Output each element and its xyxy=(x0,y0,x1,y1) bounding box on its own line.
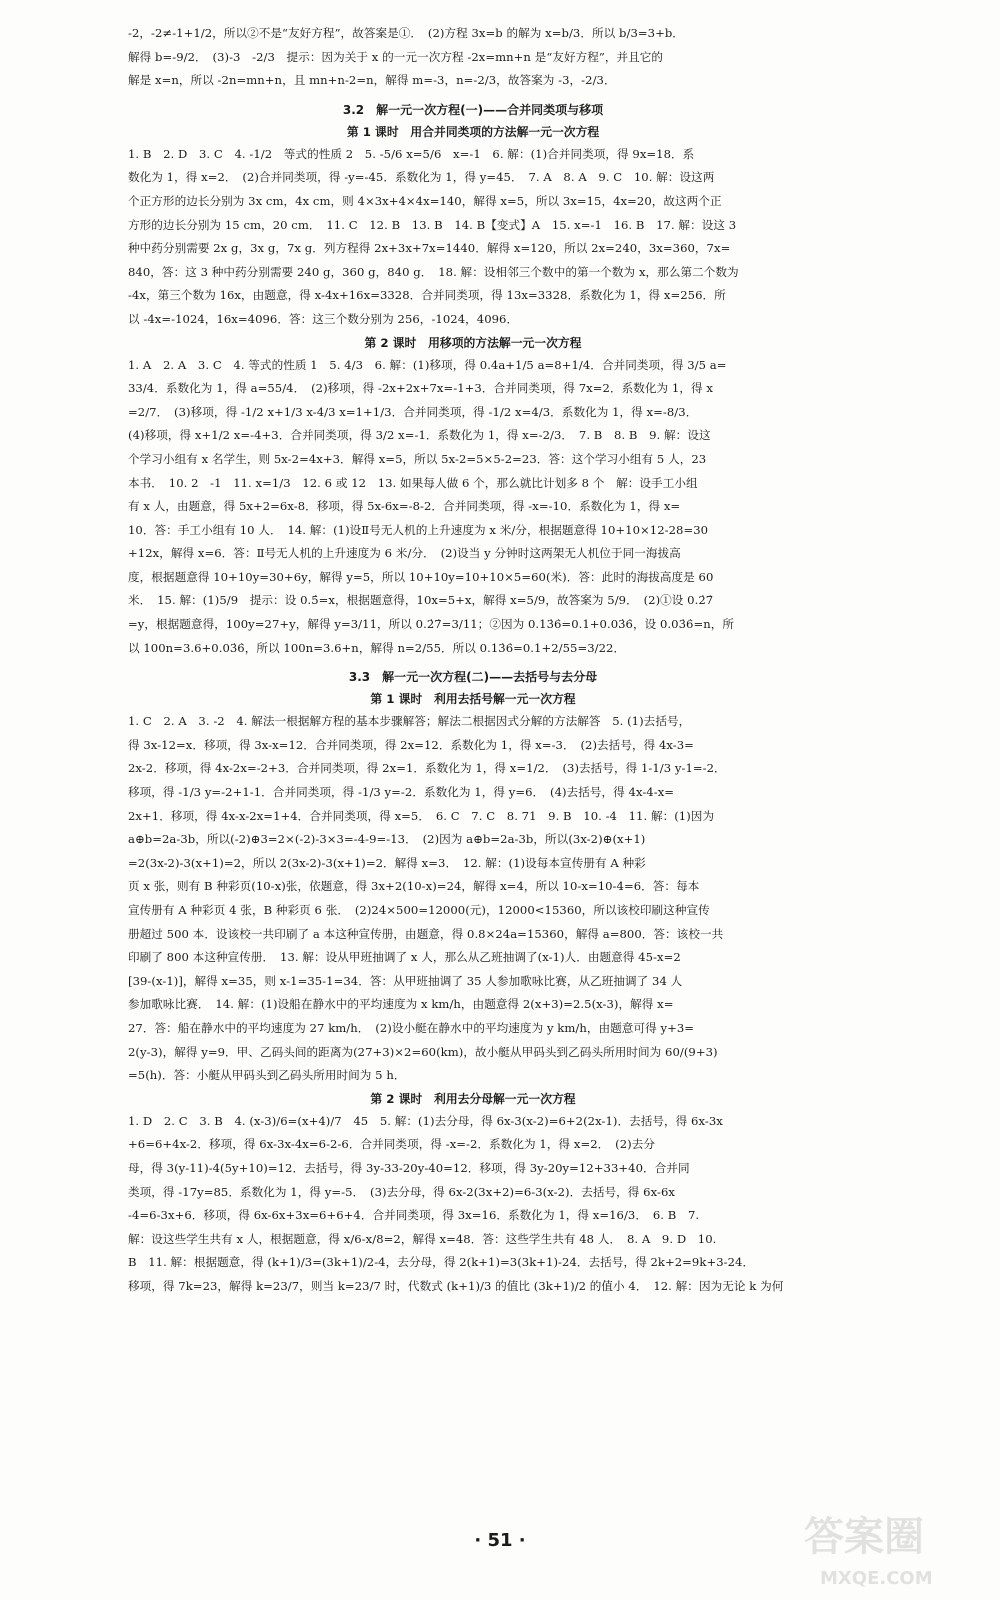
text-line: a⊕b=2a-3b，所以(-2)⊕3=2×(-2)-3×3=-4-9=-13． (2)因为 a⊕b=2a-3b，所以(3x-2)⊕(x+1) xyxy=(128,832,646,847)
text-line: 方形的边长分别为 15 cm，20 cm． 11. C 12. B 13. B 14. B【变式】A 15. x=-1 16. B 17. 解：设这 3 xyxy=(128,217,737,232)
lesson-heading: 第 1 课时 利用去括号解一元一次方程 xyxy=(370,692,576,707)
text-line: =2/7． (3)移项，得 -1/2 x+1/3 x-4/3 x=1+1/3．合并同类项，得 -1/2 x=4/3．系数化为 1，得 x=-8/3． xyxy=(128,404,698,419)
text-line: 个学习小组有 x 名学生，则 5x-2=4x+3．解得 x=5，所以 5x-2=5×5-2=23．答：这个学习小组有 5 人，23 xyxy=(128,451,707,466)
text-line: 母，得 3(y-11)-4(5y+10)=12．去括号，得 3y-33-20y-40=12．移项，得 3y-20y=12+33+40．合并同 xyxy=(128,1160,690,1175)
text-line: 页 x 张，则有 B 种彩页(10-x)张，依题意，得 3x+2(10-x)=24，解得 x=4，所以 10-x=10-4=6．答：每本 xyxy=(128,879,700,894)
text-line: B 11. 解：根据题意，得 (k+1)/3=(3k+1)/2-4，去分母，得 2(k+1)=3(3k+1)-24．去括号，得 2k+2=9k+3-24． xyxy=(128,1255,755,1270)
text-line: -4x，第三个数为 16x，由题意，得 x-4x+16x=3328．合并同类项，得 13x=3328．系数化为 1，得 x=256．所 xyxy=(128,288,726,303)
text-line: 2(y-3)，解得 y=9．甲、乙码头间的距离为(27+3)×2=60(km)，故小艇从甲码头到乙码头所用时间为 60/(9+3) xyxy=(128,1044,718,1059)
lesson-heading: 第 2 课时 用移项的方法解一元一次方程 xyxy=(364,335,582,350)
text-line: 33/4．系数化为 1，得 a=55/4． (2)移项，得 -2x+2x+7x=-1+3．合并同类项，得 7x=2．系数化为 1，得 x xyxy=(128,381,713,396)
text-line: 以 100n=3.6+0.03̇6̇，所以 100n=3.6+n，解得 n=2/55．所以 0.13̇6̇=0.1+2/55=3/22． xyxy=(128,640,626,655)
text-line: =y，根据题意得，100y=27+y，解得 y=3/11，所以 0.2̇7̇=3/11；②因为 0.13̇6̇=0.1+0.03̇6̇，设 0.03̇6̇=n，所 xyxy=(128,617,735,632)
text-line: 1. A 2. A 3. C 4. 等式的性质 1 5. 4/3 6. 解：(1)移项，得 0.4a+1/5 a=8+1/4．合并同类项，得 3/5 a= xyxy=(128,357,727,372)
page-number: · 51 · xyxy=(474,1530,526,1551)
text-line: 移项，得 7k=23，解得 k=23/7，则当 k=23/7 时，代数式 (k+1)/3 的值比 (3k+1)/2 的值小 4． 12. 解：因为无论 k 为何 xyxy=(128,1278,784,1293)
text-line: 有 x 人，由题意，得 5x+2=6x-8．移项，得 5x-6x=-8-2．合并同类项，得 -x=-10．系数化为 1，得 x= xyxy=(128,499,681,514)
text-line: 册超过 500 本．设该校一共印刷了 a 本这种宣传册，由题意，得 0.8×24a=15360，解得 a=800．答：该校一共 xyxy=(128,926,724,941)
text-line: 类项，得 -17y=85．系数化为 1，得 y=-5． (3)去分母，得 6x-2(3x+2)=6-3(x-2)．去括号，得 6x-6x xyxy=(128,1184,675,1199)
section-heading: 3.3 解一元一次方程(二)——去括号与去分母 xyxy=(348,670,598,685)
text-line: +12x，解得 x=6．答：Ⅱ号无人机的上升速度为 6 米/分． (2)设当 y 分钟时这两架无人机位于同一海拔高 xyxy=(128,546,681,561)
text-line: 27．答：船在静水中的平均速度为 27 km/h． (2)设小艇在静水中的平均速度为 y km/h，由题意可得 y+3= xyxy=(128,1020,695,1035)
watermark-url: MXQE.COM xyxy=(820,1568,933,1589)
text-line: 解得 b=-9/2． (3)-3 -2/3 提示：因为关于 x 的一元一次方程 -2x=mn+n 是“友好方程”，并且它的 xyxy=(128,49,664,64)
text-line: 1. B 2. D 3. C 4. -1/2 等式的性质 2 5. -5/6 x=5/6 x=-1 6. 解：(1)合并同类项，得 9x=18．系 xyxy=(128,146,695,161)
answer-page xyxy=(128,22,818,1299)
text-line: 移项，得 -1/3 y=-2+1-1．合并同类项，得 -1/3 y=-2．系数化为 1，得 y=6． (4)去括号，得 4x-4-x= xyxy=(128,785,675,800)
text-line: 1. D 2. C 3. B 4. (x-3)/6=(x+4)/7 45 5. 解：(1)去分母，得 6x-3(x-2)=6+2(2x-1)．去括号，得 6x-3x xyxy=(128,1113,723,1128)
lesson-heading: 第 2 课时 利用去分母解一元一次方程 xyxy=(370,1091,576,1106)
section-heading: 3.2 解一元一次方程(一)——合并同类项与移项 xyxy=(342,102,604,117)
text-line: =2(3x-2)-3(x+1)=2，所以 2(3x-2)-3(x+1)=2．解得 x=3． 12. 解：(1)设每本宣传册有 A 种彩 xyxy=(128,855,646,870)
text-line: 以 -4x=-1024，16x=4096．答：这三个数分别为 256，-1024，4096． xyxy=(128,311,519,326)
text-line: 数化为 1，得 x=2． (2)合并同类项，得 -y=-45．系数化为 1，得 y=45． 7. A 8. A 9. C 10. 解：设这两 xyxy=(128,170,715,185)
watermark-logo xyxy=(800,1500,975,1590)
lesson-heading: 第 1 课时 用合并同类项的方法解一元一次方程 xyxy=(346,124,600,139)
text-line: 解是 x=n，所以 -2n=mn+n，且 mn+n-2=n，解得 m=-3，n=-2/3，故答案为 -3，-2/3． xyxy=(128,73,616,88)
text-line: 个正方形的边长分别为 3x cm，4x cm，则 4×3x+4×4x=140，解得 x=5，所以 3x=15，4x=20，故这两个正 xyxy=(128,193,722,208)
text-line: +6=6+4x-2．移项，得 6x-3x-4x=6-2-6．合并同类项，得 -x=-2．系数化为 1，得 x=2． (2)去分 xyxy=(128,1137,655,1152)
text-line: 度，根据题意得 10+10y=30+6y，解得 y=5，所以 10+10y=10+10×5=60(米)．答：此时的海拔高度是 60 xyxy=(128,569,714,584)
text-line: 2x+1．移项，得 4x-x-2x=1+4．合并同类项，得 x=5． 6. C 7. C 8. 71 9. B 10. -4 11. 解：(1)因为 xyxy=(128,808,715,823)
text-line: 米． 15. 解：(1)5/9 提示：设 0.5̇=x，根据题意得，10x=5+x，解得 x=5/9，故答案为 5/9． (2)①设 0.2̇7̇ xyxy=(128,593,714,608)
text-line: [39-(x-1)]，解得 x=35，则 x-1=35-1=34．答：从甲班抽调了 35 人参加歌咏比赛，从乙班抽调了 34 人 xyxy=(128,973,683,988)
text-line: -2，-2≠-1+1/2，所以②不是“友好方程”，故答案是①． (2)方程 3x=b 的解为 x=b/3．所以 b/3=3+b． xyxy=(128,26,684,40)
text-line: 解：设这些学生共有 x 人，根据题意，得 x/6-x/8=2，解得 x=48．答：这些学生共有 48 人． 8. A 9. D 10. xyxy=(128,1231,717,1246)
text-line: 本书． 10. 2 -1 11. x=1/3 12. 6 或 12 13. 如果每人做 6 个，那么就比计划多 8 个 解：设手工小组 xyxy=(128,475,698,490)
text-line: 840，答：这 3 种中药分别需要 240 g，360 g，840 g． 18. 解：设相邻三个数中的第一个数为 x，那么第二个数为 xyxy=(128,264,739,279)
text-line: 1. C 2. A 3. -2 4. 解法一根据解方程的基本步骤解答；解法二根据因式分解的方法解答 5. (1)去括号， xyxy=(128,714,691,729)
text-line: (4)移项，得 x+1/2 x=-4+3．合并同类项，得 3/2 x=-1．系数化为 1，得 x=-2/3． 7. B 8. B 9. 解：设这 xyxy=(128,428,711,443)
text-line: -4=6-3x+6．移项，得 6x-6x+3x=6+6+4．合并同类项，得 3x=16．系数化为 1，得 x=16/3． 6. B 7. xyxy=(128,1208,700,1223)
text-line: 参加歌咏比赛． 14. 解：(1)设船在静水中的平均速度为 x km/h，由题意得 2(x+3)=2.5(x-3)，解得 x= xyxy=(128,997,674,1012)
text-line: 印刷了 800 本这种宣传册． 13. 解：设从甲班抽调了 x 人，那么从乙班抽调了(x-1)人．由题意得 45-x=2 xyxy=(128,950,681,965)
text-line: 宣传册有 A 种彩页 4 张，B 种彩页 6 张． (2)24×500=12000(元)，12000<15360，所以该校印刷这种宣传 xyxy=(128,903,710,917)
text-line: 2x-2．移项，得 4x-2x=-2+3．合并同类项，得 2x=1．系数化为 1，得 x=1/2． (3)去括号，得 1-1/3 y-1=-2． xyxy=(128,761,726,776)
text-line: 种中药分别需要 2x g，3x g，7x g．列方程得 2x+3x+7x=1440．解得 x=120，所以 2x=240，3x=360，7x= xyxy=(128,241,731,256)
watermark-title: 答案圈 xyxy=(804,1514,924,1560)
text-line: 得 3x-12=x．移项，得 3x-x=12．合并同类项，得 2x=12．系数化为 1，得 x=-3． (2)去括号，得 4x-3= xyxy=(128,737,694,752)
text-line: 10．答：手工小组有 10 人． 14. 解：(1)设Ⅱ号无人机的上升速度为 x 米/分，根据题意得 10+10×12-28=30 xyxy=(128,522,709,537)
text-line: =5(h)．答：小艇从甲码头到乙码头所用时间为 5 h． xyxy=(128,1068,406,1083)
